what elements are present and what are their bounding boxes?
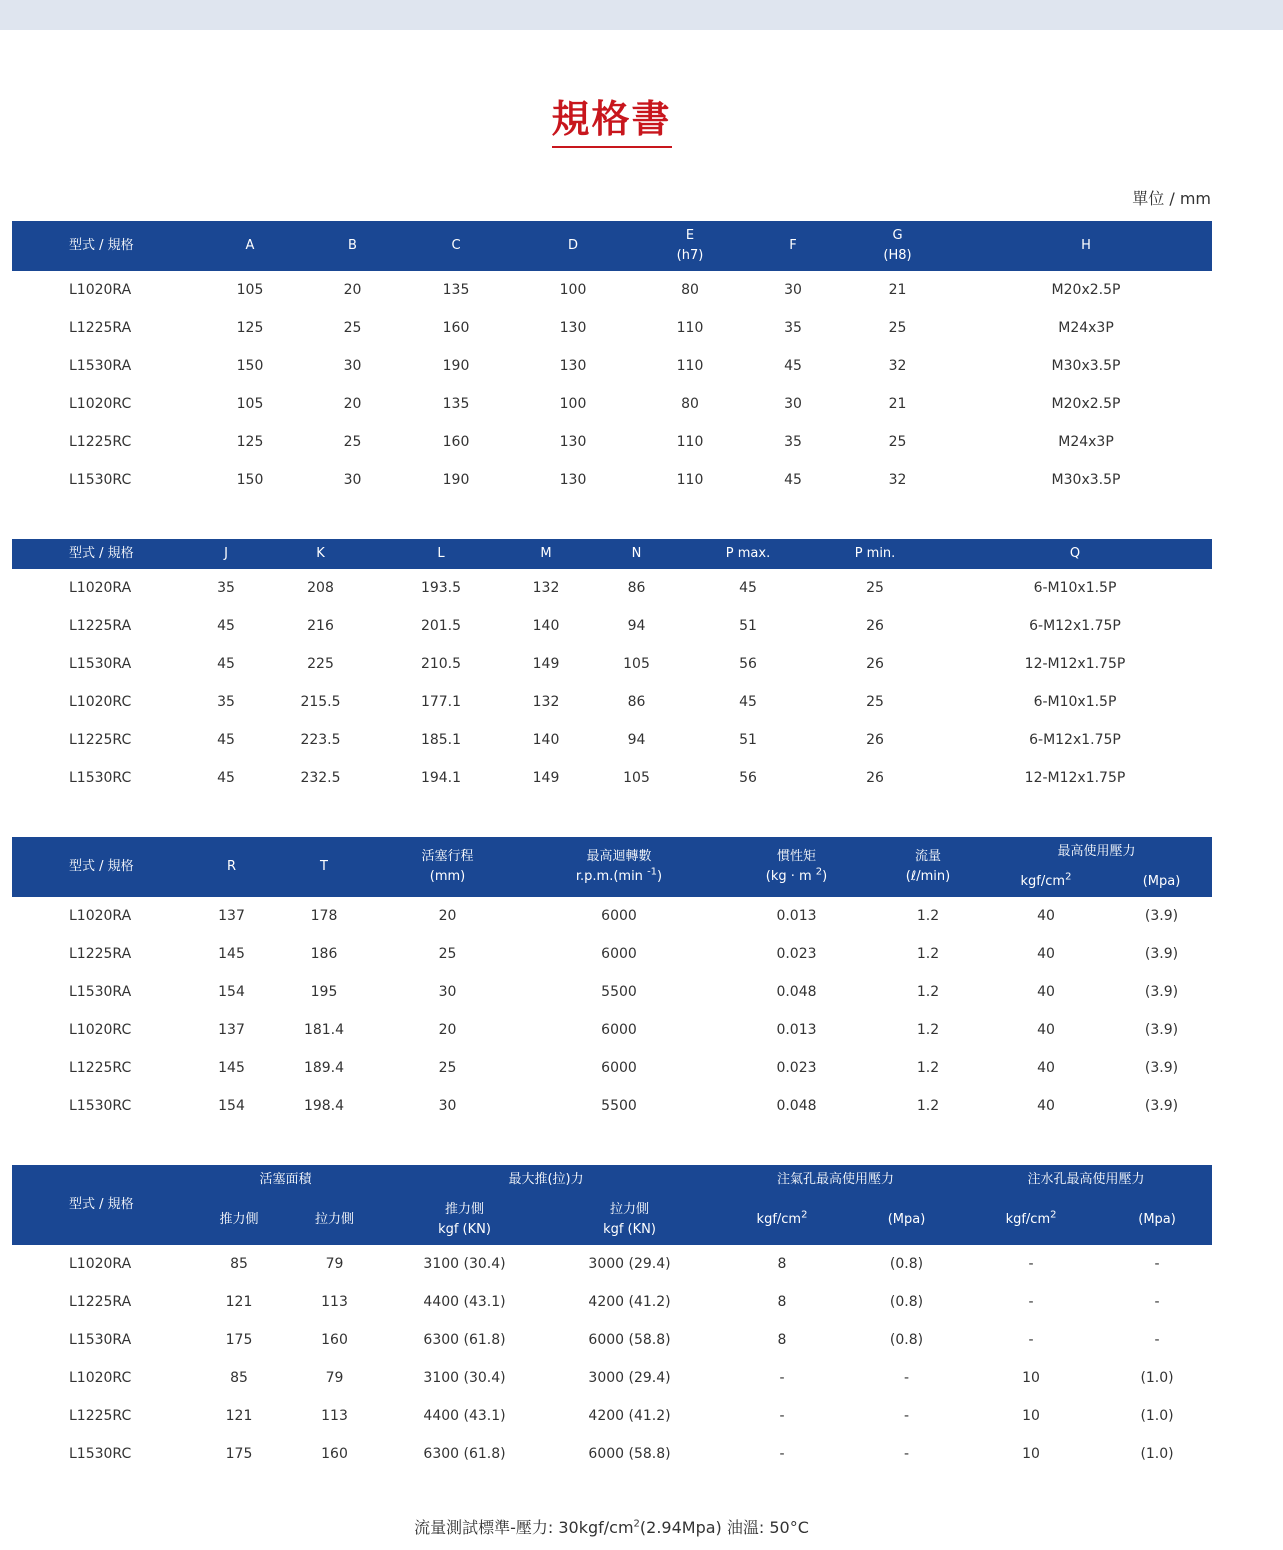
value-cell: 26 (866, 656, 884, 672)
value-cell: - (1028, 1256, 1034, 1272)
value-cell: 80 (681, 396, 699, 412)
value-cell: 4400 (43.1) (423, 1294, 506, 1310)
value-cell: 10 (1022, 1408, 1040, 1424)
header-m: M (503, 539, 589, 569)
value-cell: 1.2 (916, 1098, 940, 1114)
value-cell: 85 (230, 1370, 248, 1386)
table-row (12, 423, 1212, 461)
header-air-kgf: kgf/$cm^2$ (711, 1195, 853, 1245)
value-cell: 215.5 (300, 694, 341, 710)
value-cell: - (779, 1370, 785, 1386)
model-cell: L1225RC (69, 1060, 132, 1076)
value-cell: 30 (784, 396, 802, 412)
table-row (12, 1359, 1212, 1397)
value-cell: 8 (777, 1332, 787, 1348)
value-cell: 25 (888, 434, 907, 450)
model-cell: L1530RA (69, 1332, 132, 1348)
value-cell: 1.2 (916, 1022, 940, 1038)
value-cell: 105 (623, 770, 650, 786)
value-cell: 79 (325, 1256, 344, 1272)
value-cell: - (903, 1408, 910, 1424)
value-cell: 190 (442, 358, 470, 374)
value-cell: 0.013 (776, 908, 817, 924)
header-a: A (190, 221, 310, 271)
value-cell: 40 (1037, 908, 1055, 924)
table-row (12, 759, 1212, 797)
value-cell: 198.4 (303, 1098, 345, 1114)
value-cell: 25 (888, 320, 907, 336)
value-cell: 51 (739, 618, 757, 634)
header-c: C (395, 221, 517, 271)
value-cell: 110 (676, 320, 704, 336)
value-cell: 8 (777, 1256, 787, 1272)
model-cell: L1530RC (69, 1446, 132, 1462)
header-h: H (960, 221, 1212, 271)
header-model: 型式 / 規格 (12, 837, 190, 897)
value-cell: 160 (442, 434, 470, 450)
value-cell: 0.023 (776, 946, 817, 962)
header-b: B (310, 221, 395, 271)
value-cell: - (1154, 1256, 1160, 1272)
header-r: R (190, 837, 273, 897)
value-cell: - (903, 1446, 910, 1462)
value-cell: (1.0) (1140, 1446, 1174, 1462)
table-row (12, 1321, 1212, 1359)
value-cell: 45 (739, 694, 757, 710)
model-cell: L1225RC (69, 1408, 132, 1424)
model-cell: L1020RA (69, 282, 132, 298)
header-area-push: 推力側 (190, 1195, 288, 1245)
header-stroke: 活塞行程 (mm) (375, 837, 520, 897)
model-cell: L1020RA (69, 1256, 132, 1272)
model-cell: L1225RA (69, 320, 132, 336)
value-cell: 130 (559, 472, 587, 488)
value-cell: 8 (777, 1294, 787, 1310)
value-cell: 100 (559, 396, 587, 412)
model-cell: L1530RC (69, 1098, 132, 1114)
value-cell: 6-M10x1.5P (1033, 694, 1117, 710)
value-cell: 25 (866, 580, 884, 596)
model-cell: L1530RA (69, 984, 132, 1000)
value-cell: 32 (888, 472, 907, 488)
table-row (12, 1397, 1212, 1435)
value-cell: 25 (866, 694, 884, 710)
header-area-pull: 拉力側 (288, 1195, 381, 1245)
value-cell: 135 (442, 282, 470, 298)
value-cell: 140 (532, 732, 560, 748)
value-cell: - (779, 1446, 785, 1462)
value-cell: 21 (888, 396, 907, 412)
value-cell: 1.2 (916, 908, 940, 924)
value-cell: 0.013 (776, 1022, 817, 1038)
value-cell: 100 (559, 282, 587, 298)
value-cell: 125 (236, 434, 264, 450)
model-cell: L1020RC (69, 1370, 132, 1386)
value-cell: 30 (438, 984, 457, 1000)
value-cell: (3.9) (1144, 984, 1179, 1000)
value-cell: 0.048 (776, 984, 817, 1000)
value-cell: 6000 (601, 908, 637, 924)
value-cell: 35 (217, 580, 235, 596)
value-cell: 20 (438, 1022, 457, 1038)
header-e: E (h7) (629, 221, 751, 271)
value-cell: 6000 (601, 1022, 637, 1038)
value-cell: 40 (1037, 1098, 1055, 1114)
value-cell: 0.023 (776, 1060, 817, 1076)
value-cell: 45 (217, 732, 235, 748)
value-cell: 79 (325, 1370, 344, 1386)
value-cell: 35 (217, 694, 235, 710)
header-kgf-cm2: kgf/$cm^2$ (981, 867, 1111, 897)
header-model: 型式 / 規格 (12, 1165, 190, 1245)
value-cell: 51 (739, 732, 757, 748)
table-row (12, 683, 1212, 721)
value-cell: 25 (343, 434, 362, 450)
model-cell: L1530RC (69, 770, 132, 786)
header-air-port-pressure: 注氣孔最高使用壓力 (711, 1165, 960, 1195)
value-cell: 137 (218, 1022, 245, 1038)
value-cell: 132 (532, 694, 560, 710)
value-cell: 10 (1022, 1370, 1040, 1386)
value-cell: 201.5 (420, 618, 462, 634)
value-cell: 45 (739, 580, 757, 596)
value-cell: 149 (532, 656, 560, 672)
header-d: D (517, 221, 629, 271)
value-cell: 135 (442, 396, 470, 412)
model-cell: L1225RC (69, 434, 132, 450)
header-flow: 流量 (ℓ/min) (875, 837, 981, 897)
value-cell: 40 (1037, 1022, 1055, 1038)
spec-table-dimensions-b (12, 539, 1212, 797)
value-cell: - (1154, 1294, 1160, 1310)
value-cell: 20 (343, 396, 362, 412)
footnote: 流量測試標準-壓力: $30kgf/cm^2(2.94Mpa)$ 油溫: 50°C (414, 1518, 809, 1537)
value-cell: 181.4 (303, 1022, 345, 1038)
value-cell: 186 (310, 946, 338, 962)
value-cell: 26 (866, 732, 884, 748)
value-cell: 150 (236, 472, 264, 488)
value-cell: (1.0) (1140, 1408, 1174, 1424)
value-cell: 125 (236, 320, 264, 336)
value-cell: 40 (1037, 946, 1055, 962)
value-cell: 3000 (29.4) (588, 1256, 671, 1272)
value-cell: 4400 (43.1) (423, 1408, 506, 1424)
header-model: 型式 / 規格 (12, 221, 190, 271)
value-cell: 4200 (41.2) (588, 1408, 671, 1424)
title-underline (552, 146, 672, 148)
value-cell: 12-M12x1.75P (1024, 656, 1126, 672)
table-row (12, 1283, 1212, 1321)
value-cell: 110 (676, 358, 704, 374)
model-cell: L1020RA (69, 908, 132, 924)
table-row (12, 309, 1212, 347)
value-cell: M24x3P (1058, 320, 1114, 336)
value-cell: 30 (784, 282, 802, 298)
header-piston-area: 活塞面積 (190, 1165, 381, 1195)
value-cell: 40 (1037, 984, 1055, 1000)
value-cell: 85 (230, 1256, 248, 1272)
unit-label: 單位 / mm (1132, 189, 1211, 208)
header-p-min: P min. (812, 539, 938, 569)
value-cell: 5500 (601, 984, 637, 1000)
header-max-pressure: 最高使用壓力 (981, 837, 1212, 867)
model-cell: L1530RA (69, 656, 132, 672)
value-cell: 5500 (601, 1098, 637, 1114)
value-cell: 150 (236, 358, 264, 374)
value-cell: 1.2 (916, 946, 940, 962)
value-cell: 45 (217, 656, 235, 672)
table-row (12, 897, 1212, 935)
value-cell: 6300 (61.8) (423, 1332, 506, 1348)
value-cell: 86 (627, 580, 646, 596)
value-cell: M30x3.5P (1051, 472, 1121, 488)
value-cell: 160 (321, 1332, 348, 1348)
header-g: G (H8) (835, 221, 960, 271)
model-cell: L1020RC (69, 694, 132, 710)
value-cell: 0.048 (776, 1098, 817, 1114)
value-cell: 189.4 (303, 1060, 345, 1076)
value-cell: 6-M12x1.75P (1029, 618, 1121, 634)
value-cell: 105 (236, 282, 264, 298)
value-cell: 25 (343, 320, 362, 336)
value-cell: M20x2.5P (1051, 282, 1121, 298)
value-cell: 132 (532, 580, 560, 596)
value-cell: 105 (236, 396, 264, 412)
value-cell: M30x3.5P (1051, 358, 1121, 374)
model-cell: L1020RC (69, 1022, 132, 1038)
value-cell: 208 (307, 580, 334, 596)
value-cell: 3000 (29.4) (588, 1370, 671, 1386)
header-n: N (589, 539, 684, 569)
value-cell: 86 (627, 694, 646, 710)
value-cell: 113 (321, 1294, 348, 1310)
value-cell: 110 (676, 472, 704, 488)
model-cell: L1530RC (69, 472, 132, 488)
value-cell: - (1154, 1332, 1160, 1348)
value-cell: 25 (438, 1060, 457, 1076)
value-cell: 21 (888, 282, 907, 298)
value-cell: 178 (310, 908, 338, 924)
value-cell: (3.9) (1144, 946, 1179, 962)
header-mpa: (Mpa) (1111, 867, 1212, 897)
header-max-rpm: 最高迴轉數 r.p.m.(min $^{-1}$) (520, 837, 718, 897)
value-cell: 6-M10x1.5P (1033, 580, 1117, 596)
spec-table-performance (12, 837, 1212, 1125)
value-cell: 1.2 (916, 984, 940, 1000)
value-cell: 185.1 (420, 732, 462, 748)
value-cell: 6000 (601, 1060, 637, 1076)
value-cell: 216 (307, 618, 334, 634)
value-cell: - (779, 1408, 785, 1424)
value-cell: 6000 (58.8) (588, 1332, 671, 1348)
value-cell: 6-M12x1.75P (1029, 732, 1121, 748)
value-cell: 94 (627, 618, 646, 634)
header-water-kgf: kgf/$cm^2$ (960, 1195, 1102, 1245)
header-max-force: 最大推(拉)力 (381, 1165, 711, 1195)
model-cell: L1225RA (69, 618, 132, 634)
value-cell: 56 (739, 656, 757, 672)
value-cell: 1.2 (916, 1060, 940, 1076)
table-row (12, 973, 1212, 1011)
value-cell: 94 (627, 732, 646, 748)
header-force-push: 推力側 kgf (KN) (381, 1195, 548, 1245)
model-cell: L1225RA (69, 1294, 132, 1310)
value-cell: 10 (1022, 1446, 1040, 1462)
table-row (12, 645, 1212, 683)
value-cell: (3.9) (1144, 1022, 1179, 1038)
model-cell: L1225RC (69, 732, 132, 748)
value-cell: 45 (217, 770, 235, 786)
value-cell: 35 (784, 434, 802, 450)
value-cell: 30 (343, 358, 362, 374)
value-cell: 130 (559, 358, 587, 374)
value-cell: 130 (559, 434, 587, 450)
model-cell: L1020RC (69, 396, 132, 412)
value-cell: 45 (784, 472, 802, 488)
value-cell: 25 (438, 946, 457, 962)
value-cell: 194.1 (420, 770, 462, 786)
value-cell: M24x3P (1058, 434, 1114, 450)
value-cell: 30 (438, 1098, 457, 1114)
spec-table-force (12, 1165, 1212, 1473)
header-t: T (273, 837, 375, 897)
header-inertia: 慣性矩 (kg · m $^2$) (718, 837, 875, 897)
value-cell: 137 (218, 908, 245, 924)
value-cell: 154 (218, 1098, 245, 1114)
model-cell: L1020RA (69, 580, 132, 596)
value-cell: 195 (310, 984, 338, 1000)
value-cell: 193.5 (420, 580, 462, 596)
value-cell: 140 (532, 618, 560, 634)
value-cell: 145 (218, 946, 245, 962)
table-row (12, 607, 1212, 645)
value-cell: 32 (888, 358, 907, 374)
value-cell: (0.8) (889, 1256, 924, 1272)
table-row (12, 935, 1212, 973)
value-cell: - (1028, 1294, 1034, 1310)
value-cell: 6000 (58.8) (588, 1446, 671, 1462)
value-cell: 26 (866, 770, 884, 786)
table-row (12, 1435, 1212, 1473)
model-cell: L1530RA (69, 358, 132, 374)
value-cell: M20x2.5P (1051, 396, 1121, 412)
header-air-mpa: (Mpa) (853, 1195, 960, 1245)
value-cell: 105 (623, 656, 650, 672)
value-cell: (0.8) (889, 1294, 924, 1310)
spec-table-dimensions-a (12, 221, 1212, 499)
header-water-mpa: (Mpa) (1102, 1195, 1212, 1245)
value-cell: - (1028, 1332, 1034, 1348)
value-cell: 3100 (30.4) (423, 1256, 506, 1272)
header-j: J (190, 539, 262, 569)
model-cell: L1225RA (69, 946, 132, 962)
table-row (12, 721, 1212, 759)
value-cell: 40 (1037, 1060, 1055, 1076)
value-cell: - (903, 1370, 910, 1386)
value-cell: 121 (225, 1294, 253, 1310)
value-cell: 56 (739, 770, 757, 786)
header-k: K (262, 539, 379, 569)
value-cell: 20 (438, 908, 457, 924)
top-banner (0, 0, 1283, 30)
value-cell: 3100 (30.4) (423, 1370, 506, 1386)
value-cell: (3.9) (1144, 908, 1179, 924)
header-p-max: P max. (684, 539, 812, 569)
table-row (12, 461, 1212, 499)
value-cell: 175 (225, 1446, 253, 1462)
table-row (12, 1011, 1212, 1049)
value-cell: 190 (442, 472, 470, 488)
value-cell: 175 (225, 1332, 253, 1348)
table-row (12, 1049, 1212, 1087)
header-water-port-pressure: 注水孔最高使用壓力 (960, 1165, 1212, 1195)
header-q: Q (938, 539, 1212, 569)
value-cell: 149 (532, 770, 560, 786)
page-title: 規格書 (551, 97, 672, 141)
value-cell: 130 (559, 320, 587, 336)
table-row (12, 1245, 1212, 1283)
value-cell: (3.9) (1144, 1098, 1179, 1114)
value-cell: 223.5 (300, 732, 341, 748)
value-cell: 4200 (41.2) (588, 1294, 671, 1310)
table-row (12, 271, 1212, 309)
value-cell: 177.1 (420, 694, 462, 710)
table-row (12, 569, 1212, 607)
value-cell: 160 (442, 320, 470, 336)
value-cell: 113 (321, 1408, 348, 1424)
table-row (12, 385, 1212, 423)
value-cell: 145 (218, 1060, 245, 1076)
value-cell: (0.8) (889, 1332, 924, 1348)
value-cell: (3.9) (1144, 1060, 1179, 1076)
value-cell: 225 (307, 656, 334, 672)
value-cell: 45 (217, 618, 235, 634)
value-cell: 20 (343, 282, 362, 298)
header-force-pull: 拉力側 kgf (KN) (548, 1195, 711, 1245)
header-f: F (751, 221, 835, 271)
value-cell: 35 (784, 320, 802, 336)
table-row (12, 1087, 1212, 1125)
value-cell: 80 (681, 282, 699, 298)
value-cell: 160 (321, 1446, 348, 1462)
table-row (12, 347, 1212, 385)
value-cell: 6000 (601, 946, 637, 962)
header-l: L (379, 539, 503, 569)
value-cell: 12-M12x1.75P (1024, 770, 1126, 786)
value-cell: 210.5 (420, 656, 462, 672)
value-cell: 154 (218, 984, 245, 1000)
value-cell: 30 (343, 472, 362, 488)
header-model: 型式 / 規格 (12, 539, 190, 569)
value-cell: 26 (866, 618, 884, 634)
value-cell: (1.0) (1140, 1370, 1174, 1386)
value-cell: 6300 (61.8) (423, 1446, 506, 1462)
value-cell: 45 (784, 358, 802, 374)
value-cell: 232.5 (300, 770, 341, 786)
value-cell: 121 (225, 1408, 253, 1424)
value-cell: 110 (676, 434, 704, 450)
